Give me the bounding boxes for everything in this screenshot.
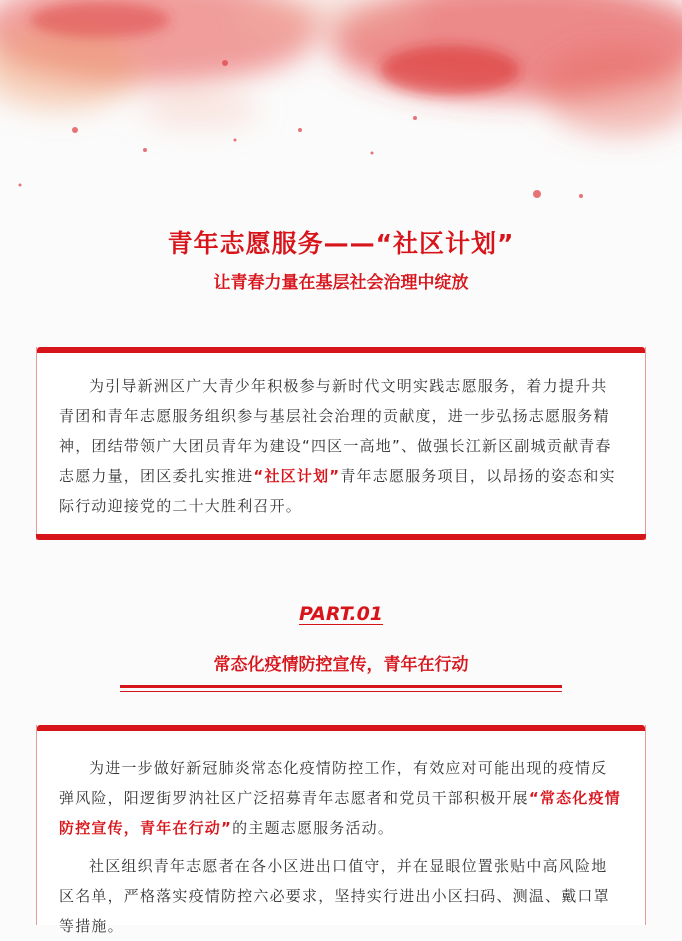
section-card: [36, 725, 646, 935]
intro-text-2: 青年志愿服务项目，以昂扬的姿态和实际行动迎接党的二十大胜利召开。: [59, 467, 616, 515]
section-text-1: 为进一步做好新冠肺炎常态化疫情防控工作，有效应对可能出现的疫情反弹风险，阳逻街罗汭社区广泛招募青年志愿者和党员干部积极开展: [59, 759, 608, 807]
intro-text-1: 为引导新洲区广大青少年积极参与新时代文明实践志愿服务，着力提升共青团和青年志愿服务组织参与基层社会治理的贡献度，进一步弘扬志愿服务精神，团结带领广大团员青年为建设“四区一高地”、做强长江新区副城贡献青春志愿力量，团区委扎实推进: [59, 377, 612, 485]
section-text-2: 的主题志愿服务活动。: [232, 819, 395, 837]
intro-card-bottom-bar: [36, 534, 646, 540]
section-divider-thin: [120, 691, 562, 692]
part-label: [0, 603, 682, 625]
intro-highlight: “社区计划”: [253, 467, 341, 485]
section-paragraph-2: 社区组织青年志愿者在各小区进出口值守，并在显眼位置张贴中高风险地区名单，严格落实疫情防控六必要求，坚持实行进出小区扫码、测温、戴口罩等措施。: [59, 857, 610, 935]
section-title: 常态化疫情防控宣传，青年在行动: [213, 655, 469, 675]
intro-card-content: [37, 353, 645, 521]
section-paragraph-1: [37, 753, 645, 843]
page-title: 青年志愿服务——“社区计划”: [167, 229, 515, 258]
intro-paragraph: [37, 371, 645, 521]
intro-card: [36, 347, 646, 540]
section-divider-thick: [120, 685, 562, 688]
page-subtitle: 让青春力量在基层社会治理中绽放: [213, 273, 469, 293]
part-label-text: PART.01: [298, 603, 384, 625]
watercolor-header-decoration: [0, 0, 682, 230]
section-card-content: [37, 731, 645, 941]
section-highlight: “常态化疫情防控宣传，青年在行动”: [59, 789, 621, 837]
